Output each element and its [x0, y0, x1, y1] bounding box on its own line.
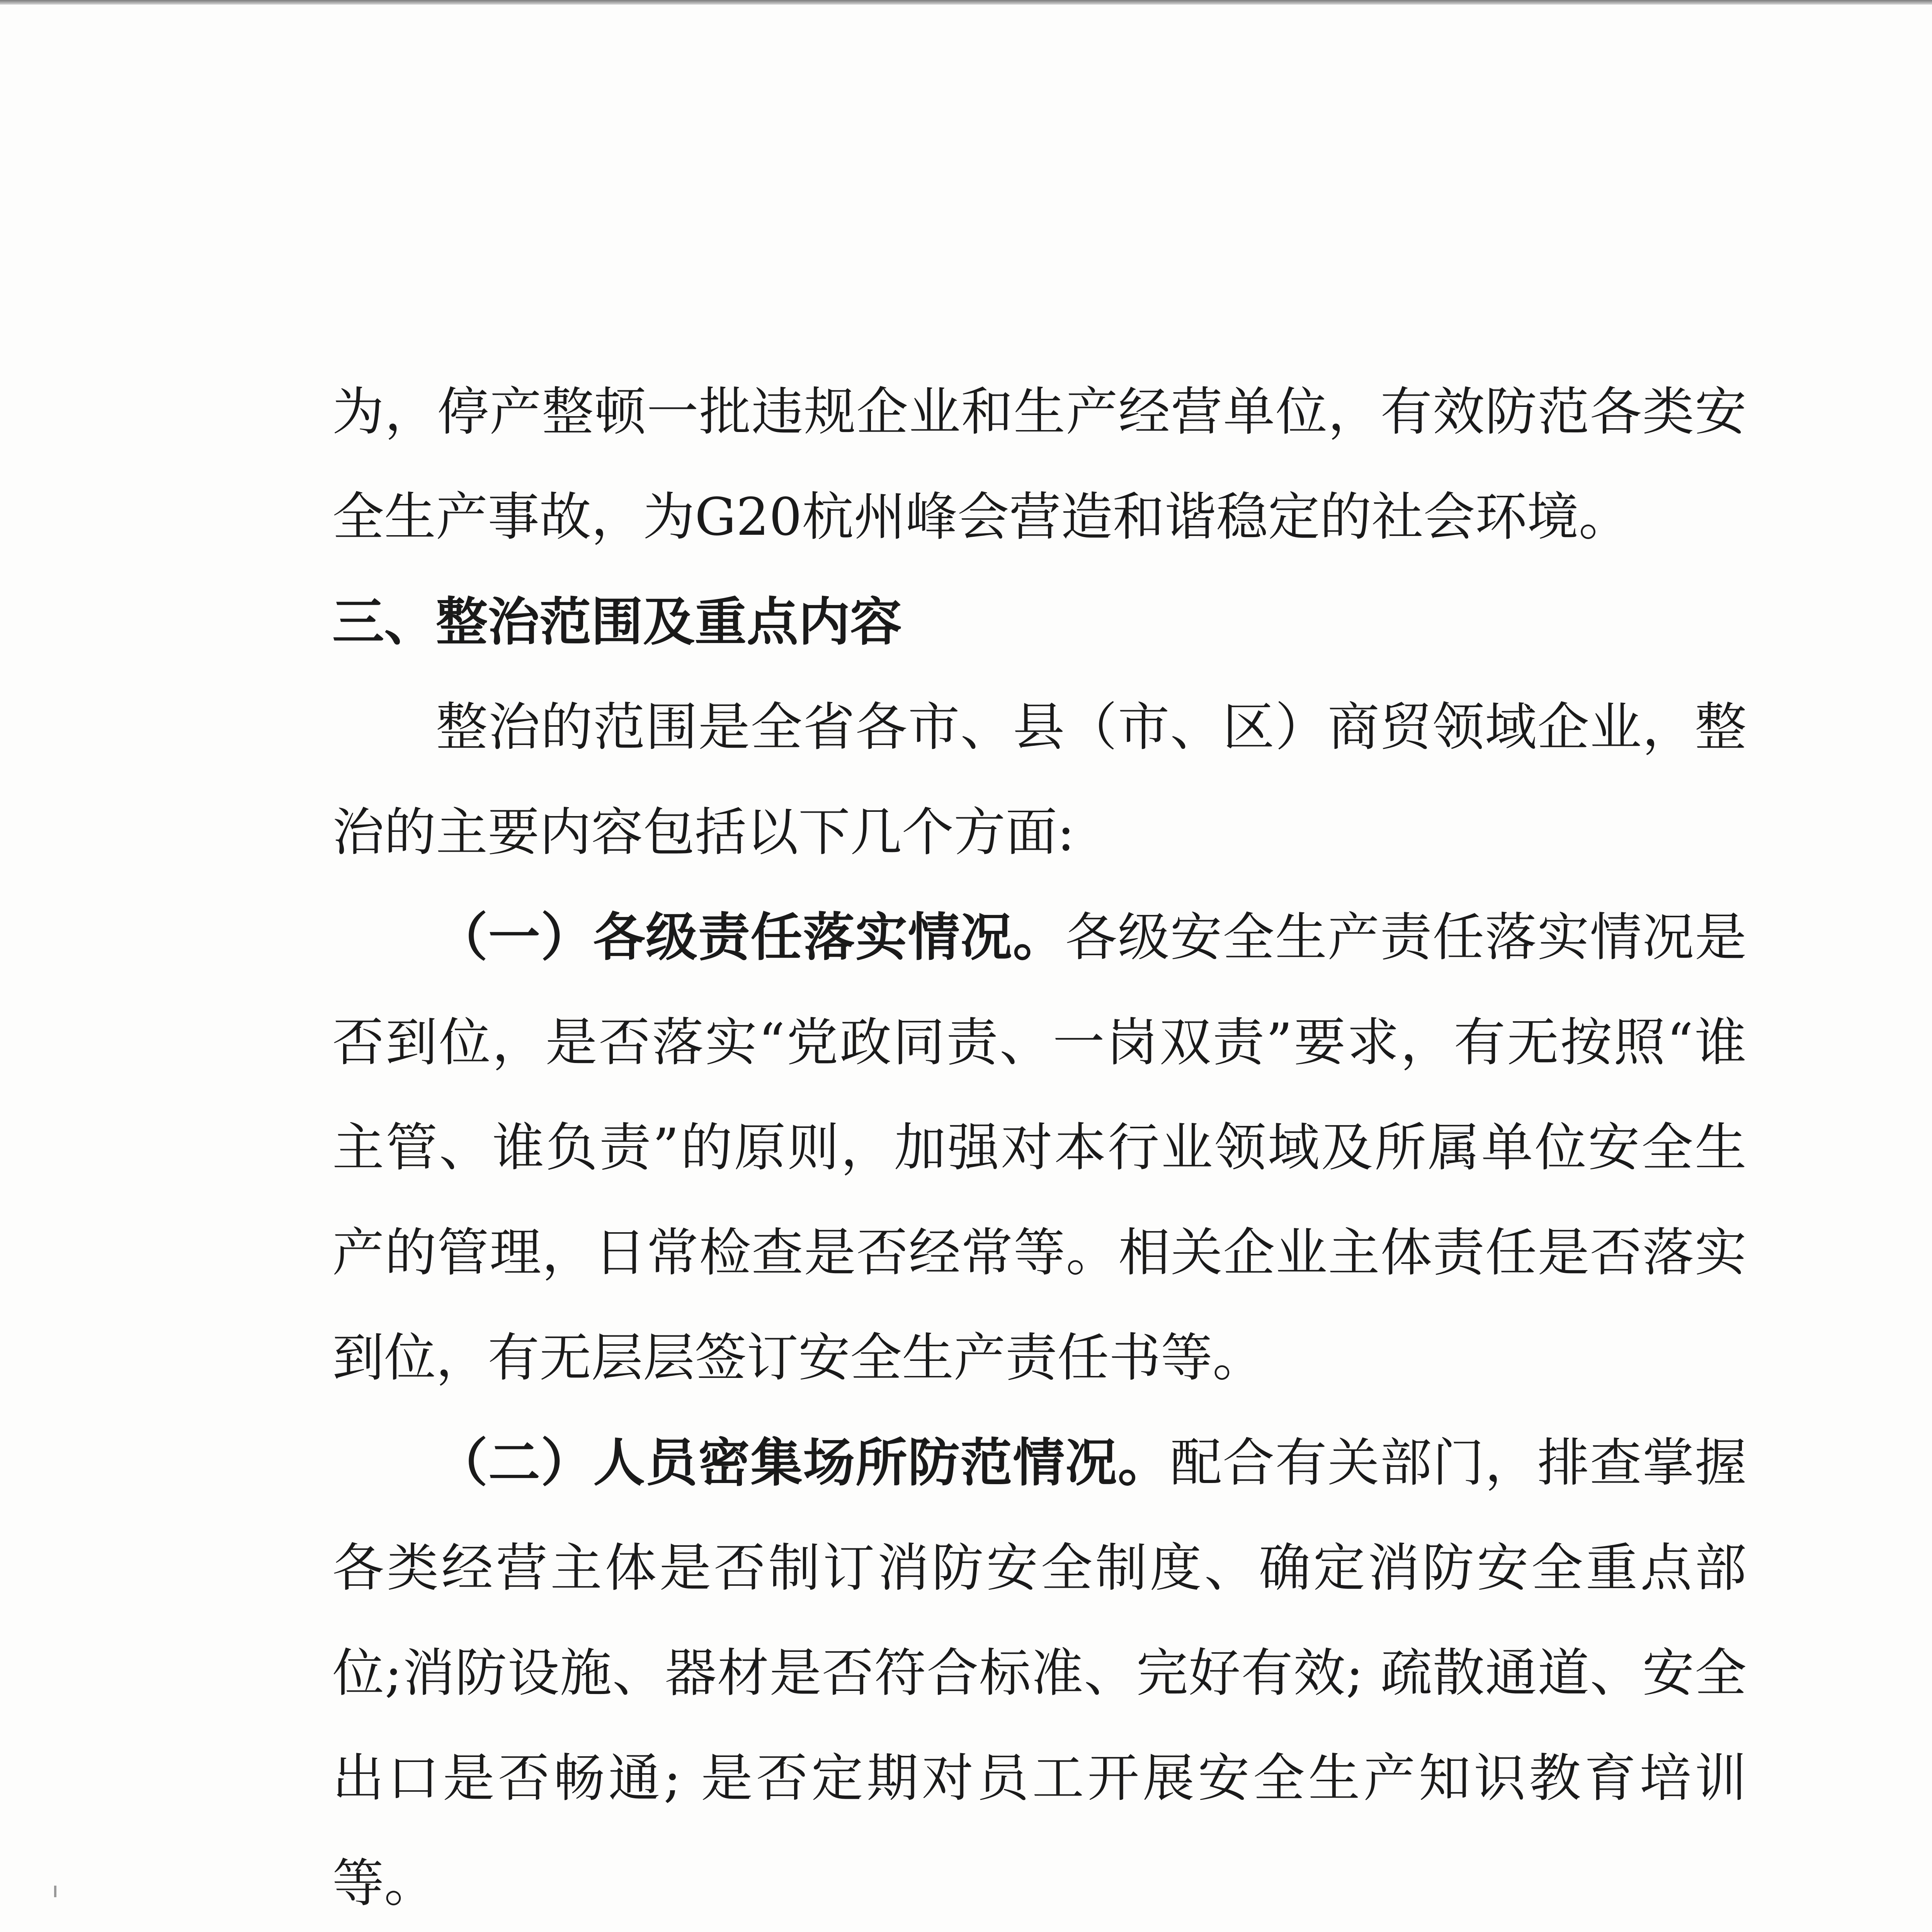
scan-mark: [54, 1886, 56, 1897]
subheading-item-1: （一）各级责任落实情况。: [436, 907, 1065, 968]
paragraph-item-1: [332, 885, 1747, 1410]
paragraph-item-2: [332, 1410, 1747, 1932]
document-body: [332, 359, 1747, 1932]
paragraph-continuation: 为，停产整顿一批违规企业和生产经营单位，有效防范各类安全生产事故，为G20杭州峰会营造和谐稳定的社会环境。: [332, 382, 1747, 547]
section-heading-3: 三、整治范围及重点内容: [332, 592, 902, 652]
scan-edge-top: [0, 0, 1932, 5]
item-2-body: 配合有关部门，排查掌握各类经营主体是否制订消防安全制度、确定消防安全重点部位;消防设施、器材是否符合标准、完好有效; 疏散通道、安全出口是否畅通; 是否定期对员工开展安全生产知识教育培训等。: [332, 1433, 1747, 1913]
item-1-body: 各级安全生产责任落实情况是否到位，是否落实“党政同责、一岗双责”要求，有无按照“谁主管、谁负责”的原则，加强对本行业领域及所属单位安全生产的管理，日常检查是否经常等。相关企业主体责任是否落实到位，有无层层签订安全生产责任书等。: [332, 907, 1747, 1388]
paragraph-scope: 整治的范围是全省各市、县（市、区）商贸领域企业，整治的主要内容包括以下几个方面:: [332, 697, 1747, 862]
subheading-item-2: （二）人员密集场所防范情况。: [436, 1433, 1170, 1493]
